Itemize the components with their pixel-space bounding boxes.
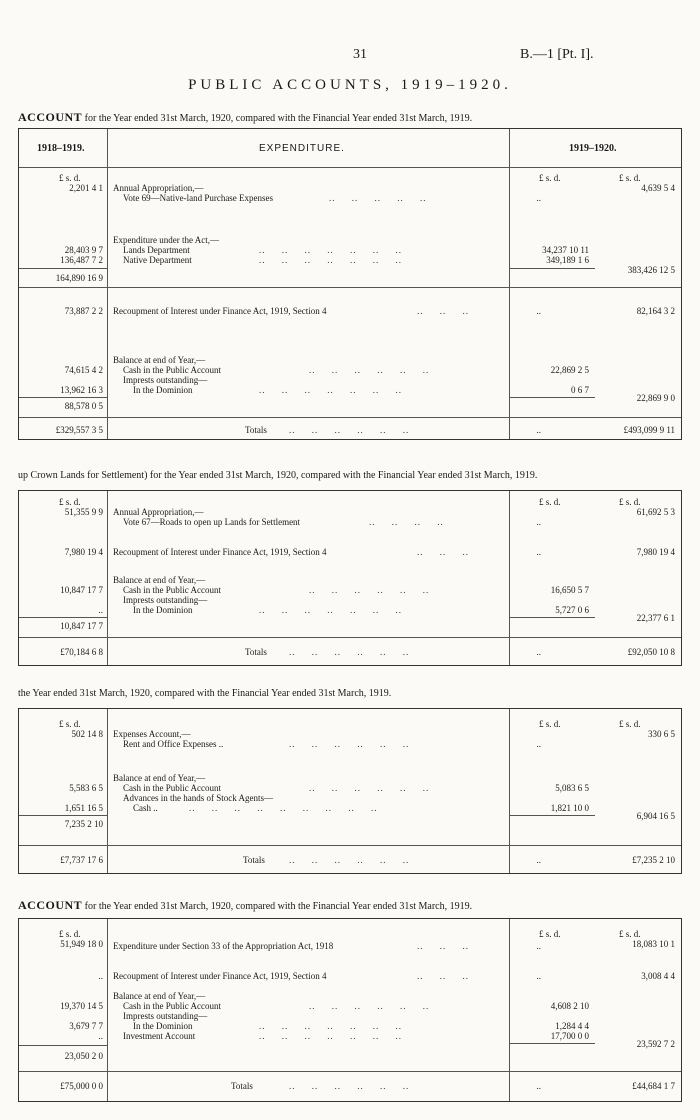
s4-line4-text: Cash in the Public Account (123, 1001, 221, 1011)
s1-line8-text: Balance at end of Year,— (113, 355, 206, 365)
s1-totals-right: £493,099 9 11 (623, 425, 675, 435)
s1-line9-left: 74,615 4 2 (64, 365, 103, 375)
s3-line4-leader: .. .. .. .. .. .. (309, 783, 430, 793)
s1-line11-left: 13,962 16 3 (60, 385, 103, 395)
s4-line2-leader: .. .. .. (417, 971, 469, 981)
s1-line4-leader: .. .. .. .. .. .. .. (259, 245, 402, 255)
s4-line2-left: .. (98, 971, 103, 981)
s3-line4-text: Cash in the Public Account (123, 783, 221, 793)
s3-line1-right: 330 6 5 (648, 729, 675, 739)
s3-lsd-left: £ s. d. (59, 719, 81, 729)
s4-line8-right: 23,592 7 2 (636, 1039, 675, 1049)
s1-line7-right: 82,164 3 2 (636, 306, 675, 316)
s2-totals-mid: .. (536, 647, 541, 657)
s2-lsd-right: £ s. d. (619, 497, 641, 507)
s2-totals-label: Totals (245, 647, 267, 657)
s4-line2-mid: .. (536, 971, 541, 981)
s2-line5-text: Cash in the Public Account (123, 585, 221, 595)
s2-line6-text: Imprests outstanding— (123, 595, 208, 605)
s1-line7-leader: .. .. .. (417, 306, 469, 316)
s1-line5-left: 136,487 7 2 (60, 255, 103, 265)
s3-line4-left: 5,583 6 5 (69, 783, 103, 793)
s3-line5-text: Advances in the hands of Stock Agents— (123, 793, 273, 803)
s4-line1-mid: .. (536, 941, 541, 951)
s3-line6-left: 1,651 16 5 (64, 803, 103, 813)
lsd-header-mid: £ s. d. (539, 173, 561, 183)
s2-line2-mid: .. (536, 517, 541, 527)
s2-line7-leader: .. .. .. .. .. .. .. (259, 605, 402, 615)
lsd-header-right: £ s. d. (619, 173, 641, 183)
s2-line1-text: Annual Appropriation,— (113, 507, 204, 517)
s2-totals-right: £92,050 10 8 (627, 647, 675, 657)
page-title: PUBLIC ACCOUNTS, 1919–1920. (188, 77, 512, 93)
s2-line7-mid: 5,727 0 6 (555, 605, 589, 615)
s1-line9-leader: .. .. .. .. .. .. (309, 365, 430, 375)
s2-line4-text: Balance at end of Year,— (113, 575, 206, 585)
s1-line1-right: 4,639 5 4 (641, 183, 675, 193)
s2-line2-text: Vote 67—Roads to open up Lands for Settlement (123, 517, 301, 527)
s2-line5-mid: 16,650 5 7 (550, 585, 589, 595)
s4-line2-text: Recoupment of Interest under Finance Act, 1919, Section 4 (113, 971, 327, 981)
col-header-1919: 1919–1920. (569, 143, 617, 154)
s2-line5-leader: .. .. .. .. .. .. (309, 585, 430, 595)
s2-line1-right: 61,692 5 3 (636, 507, 675, 517)
s1-line12-right: 22,869 9 0 (636, 393, 675, 403)
lsd-header-left: £ s. d. (59, 173, 81, 183)
s1-line2-text: Vote 69—Native-land Purchase Expenses (123, 193, 274, 203)
s1-line4-mid: 34,237 10 11 (542, 245, 589, 255)
s4-lsd-right: £ s. d. (619, 929, 641, 939)
s2-line3-text: Recoupment of Interest under Finance Act, 1919, Section 4 (113, 547, 327, 557)
s2-line1-left: 51,355 9 9 (64, 507, 103, 517)
s3-line2-leader: .. .. .. .. .. .. (289, 739, 410, 749)
s1-line6-right: 383,426 12 5 (627, 265, 675, 275)
section-3-table (18, 708, 682, 874)
s1-line5-mid: 349,189 1 6 (546, 255, 589, 265)
s4-line3-text: Balance at end of Year,— (113, 991, 206, 1001)
s1-totals-label: Totals (245, 425, 267, 435)
s1-line5-text: Native Department (123, 255, 192, 265)
s4-line6-left: 3,679 7 7 (69, 1021, 103, 1031)
s2-line3-leader: .. .. .. (417, 547, 469, 557)
s1-totals-mid: .. (536, 425, 541, 435)
s4-line4-left: 19,370 14 5 (60, 1001, 103, 1011)
page-reference: B.—1 [Pt. I]. (520, 47, 594, 62)
s4-lsd-left: £ s. d. (59, 929, 81, 939)
s3-line6-text: Cash .. (133, 803, 158, 813)
s4-line2-right: 3,008 4 4 (641, 971, 675, 981)
s3-totals-mid: .. (536, 855, 541, 865)
s1-line10-text: Imprests outstanding— (123, 375, 208, 385)
s4-line8-left: 23,050 2 0 (64, 1051, 103, 1061)
s3-line2-mid: .. (536, 739, 541, 749)
s2-line2-leader: .. .. .. .. (369, 517, 444, 527)
s4-totals-mid: .. (536, 1081, 541, 1091)
s2-line3-mid: .. (536, 547, 541, 557)
s4-totals-leader: .. .. .. .. .. .. (289, 1081, 410, 1091)
s1-line7-left: 73,887 2 2 (64, 306, 103, 316)
section-4-heading-bold: ACCOUNT (18, 898, 83, 912)
s4-line5-text: Imprests outstanding— (123, 1011, 208, 1021)
section-2-heading (18, 470, 537, 481)
s1-totals-left: £329,557 3 5 (55, 425, 103, 435)
s1-line6-left: 164,890 16 9 (55, 273, 103, 283)
s1-line9-text: Cash in the Public Account (123, 365, 221, 375)
s3-line6-leader: .. .. .. .. .. .. .. .. .. (189, 803, 378, 813)
col-header-expenditure: EXPENDITURE. (259, 143, 345, 154)
s3-lsd-right: £ s. d. (619, 719, 641, 729)
s3-totals-label: Totals (243, 855, 265, 865)
s2-lsd-left: £ s. d. (59, 497, 81, 507)
s2-line3-left: 7,980 19 4 (64, 547, 103, 557)
s2-line7-left: .. (98, 605, 103, 615)
s4-line6-leader: .. .. .. .. .. .. .. (259, 1021, 402, 1031)
s3-line7-left: 7,235 2 10 (64, 819, 103, 829)
s4-line7-leader: .. .. .. .. .. .. .. (259, 1031, 402, 1041)
section-1-heading-bold: ACCOUNT (18, 110, 83, 124)
s2-totals-left: £70,184 6 8 (60, 647, 103, 657)
s2-line8-right: 22,377 6 1 (636, 613, 675, 623)
section-4-table (18, 918, 682, 1102)
s3-line1-left: 502 14 8 (71, 729, 103, 739)
s4-line1-left: 51,949 18 0 (60, 939, 103, 949)
s2-line7-text: In the Dominion (133, 605, 193, 615)
s4-totals-left: £75,000 0 0 (60, 1081, 103, 1091)
s1-line2-mid: .. (536, 193, 541, 203)
s4-totals-right: £44,684 1 7 (632, 1081, 675, 1091)
s2-line5-left: 10,847 17 7 (60, 585, 103, 595)
s4-line1-right: 18,083 10 1 (632, 939, 675, 949)
s1-line1-text: Annual Appropriation,— (113, 183, 204, 193)
s2-lsd-mid: £ s. d. (539, 497, 561, 507)
s1-line7-mid: .. (536, 306, 541, 316)
s4-line7-text: Investment Account (123, 1031, 196, 1041)
s4-totals-label: Totals (231, 1081, 253, 1091)
s1-line1-left: 2,201 4 1 (69, 183, 103, 193)
s2-line3-right: 7,980 19 4 (636, 547, 675, 557)
s1-line5-leader: .. .. .. .. .. .. .. (259, 255, 402, 265)
s3-totals-right: £7,235 2 10 (632, 855, 675, 865)
s1-line4-left: 28,403 9 7 (64, 245, 103, 255)
s3-line2-text: Rent and Office Expenses .. (123, 739, 224, 749)
section-3-heading (18, 688, 391, 699)
s4-line4-leader: .. .. .. .. .. .. (309, 1001, 430, 1011)
s3-lsd-mid: £ s. d. (539, 719, 561, 729)
s3-totals-left: £7,737 17 6 (60, 855, 103, 865)
s3-totals-leader: .. .. .. .. .. .. (289, 855, 410, 865)
section-3-heading-text: the Year ended 31st March, 1920, compared with the Financial Year ended 31st March, 1919. (18, 688, 392, 699)
s4-line7-mid: 17,700 0 0 (550, 1031, 589, 1041)
section-1-heading-text: for the Year ended 31st March, 1920, compared with the Financial Year ended 31st March, 1919. (84, 113, 473, 124)
s1-line11-text: In the Dominion (133, 385, 193, 395)
s3-line4-mid: 5,083 6 5 (555, 783, 589, 793)
section-2-table (18, 490, 682, 666)
s2-totals-leader: .. .. .. .. .. .. (289, 647, 410, 657)
s4-line4-mid: 4,608 2 10 (550, 1001, 589, 1011)
s3-line7-right: 6,904 16 5 (636, 811, 675, 821)
s3-line1-text: Expenses Account,— (113, 729, 191, 739)
s1-line2-leader: .. .. .. .. .. (329, 193, 427, 203)
s4-line7-left: .. (98, 1031, 103, 1041)
s1-line9-mid: 22,869 2 5 (550, 365, 589, 375)
s1-line3-text: Expenditure under the Act,— (113, 235, 219, 245)
s1-line11-mid: 0 6 7 (571, 385, 589, 395)
section-4-heading-text: for the Year ended 31st March, 1920, compared with the Financial Year ended 31st March, 1919. (84, 901, 473, 912)
section-2-heading-text: up Crown Lands for Settlement) for the Year ended 31st March, 1920, compared with the Financial Year ended 31st March, 1919. (18, 470, 538, 481)
s1-line12-left: 88,578 0 5 (64, 401, 103, 411)
s4-lsd-mid: £ s. d. (539, 929, 561, 939)
s1-line11-leader: .. .. .. .. .. .. .. (259, 385, 402, 395)
s3-line3-text: Balance at end of Year,— (113, 773, 206, 783)
s4-line1-leader: .. .. .. (417, 941, 469, 951)
page-number: 31 (353, 47, 367, 62)
section-1-heading (18, 110, 472, 125)
s4-line6-mid: 1,284 4 4 (555, 1021, 589, 1031)
s4-line6-text: In the Dominion (133, 1021, 193, 1031)
section-1-table (18, 128, 682, 440)
s3-line6-mid: 1,821 10 0 (550, 803, 589, 813)
s2-line8-left: 10,847 17 7 (60, 621, 103, 631)
s1-line7-text: Recoupment of Interest under Finance Act, 1919, Section 4 (113, 306, 327, 316)
s1-totals-leader: .. .. .. .. .. .. (289, 425, 410, 435)
s4-line1-text: Expenditure under Section 33 of the Appropriation Act, 1918 (113, 941, 334, 951)
section-4-heading (18, 898, 472, 913)
col-header-1918: 1918–1919. (37, 143, 85, 154)
s1-line4-text: Lands Department (123, 245, 190, 255)
